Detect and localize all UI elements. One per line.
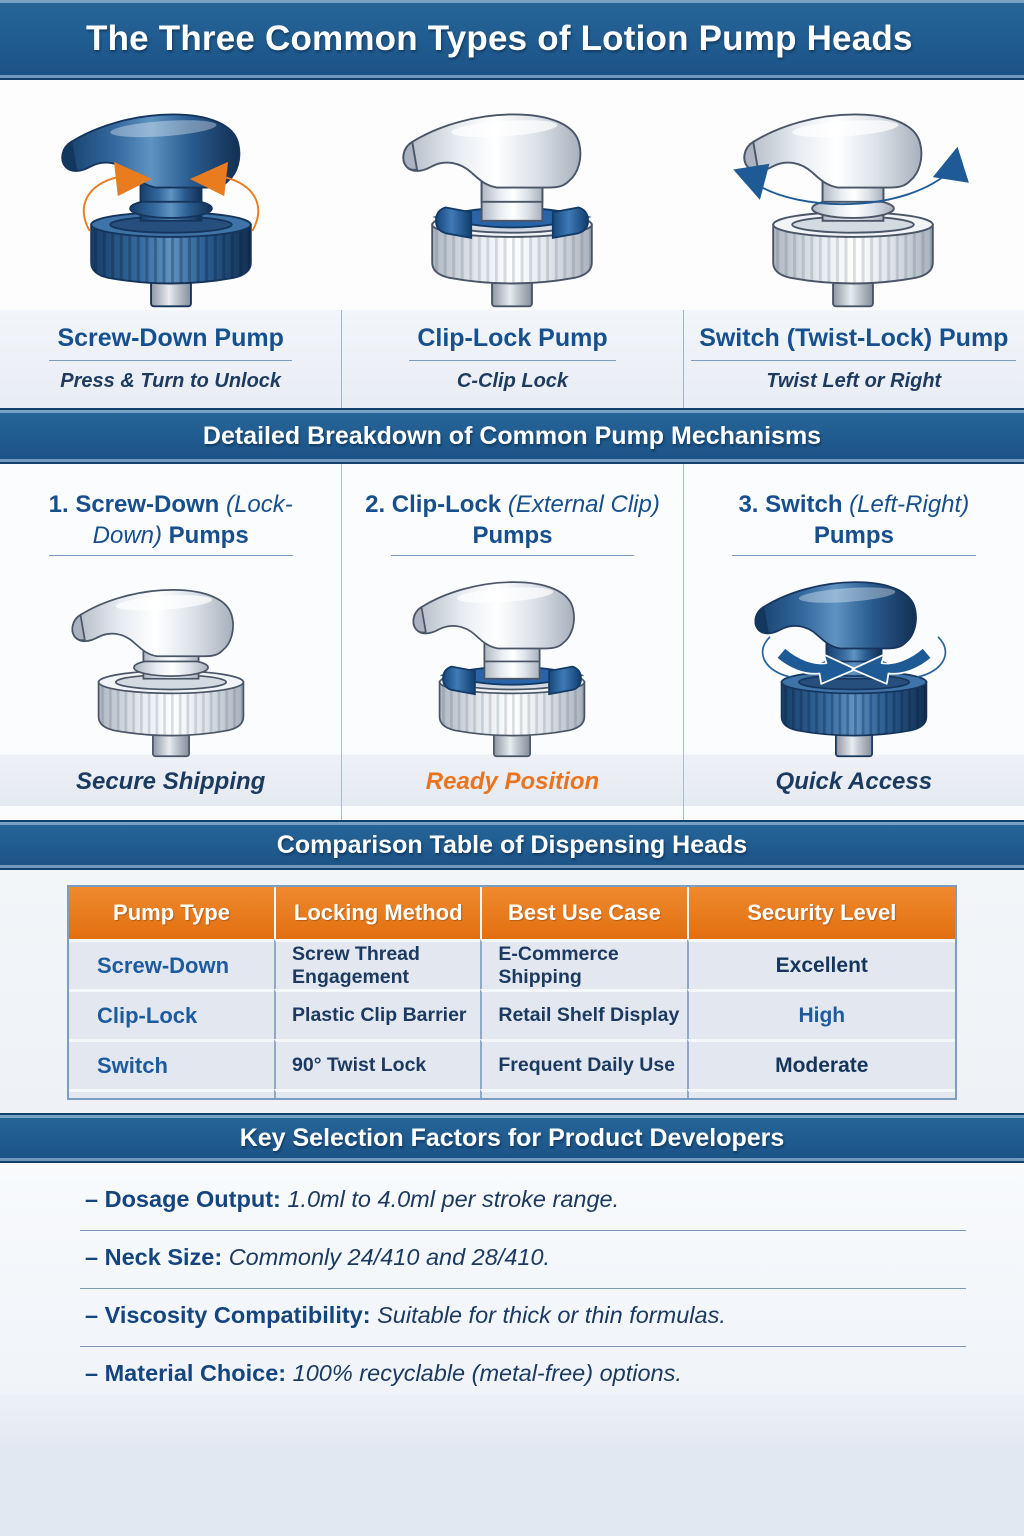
factor-label: Dosage Output: [104, 1186, 281, 1212]
comparison-banner-text: Comparison Table of Dispensing Heads [276, 830, 748, 859]
heading-tail: Pumps [168, 521, 249, 549]
comparison-table-section [0, 870, 1024, 1113]
pump-head-spout [72, 590, 233, 656]
pump-slot [683, 80, 1024, 310]
breakdown-column [0, 464, 341, 820]
factors-banner-text: Key Selection Factors for Product Developers [239, 1123, 785, 1152]
comparison-section-banner [0, 820, 1024, 870]
pump-head-spout [403, 114, 580, 187]
heading-paren: (Lock-Down) [92, 491, 293, 549]
pump-head-spout [745, 114, 922, 187]
pump-types-caption-strip [0, 310, 1024, 408]
breakdown-caption: Ready Position [425, 768, 600, 795]
table-header-cell: Locking Method [274, 887, 480, 939]
factor-dash: – [85, 1244, 99, 1270]
table-cell-locking-method: Plastic Clip Barrier [274, 989, 480, 1039]
pump-closure-collar [774, 212, 934, 283]
lotion-pump-drawing [387, 558, 637, 758]
breakdown-banner-text: Detailed Breakdown of Common Pump Mechanisms [202, 421, 822, 450]
breakdown-heading [684, 490, 1024, 556]
heading-tail: Pumps [813, 521, 894, 549]
heading-number: 1. [48, 491, 69, 518]
table-header-cell: Security Level [687, 887, 955, 939]
pump-closure-collar [781, 671, 926, 736]
heading-name: Switch [765, 491, 843, 518]
table-row [69, 989, 955, 1039]
lotion-pump-drawing [38, 86, 304, 310]
table-cell-security-level: Excellent [687, 939, 955, 989]
factor-item [80, 1173, 966, 1231]
pump-slot [0, 80, 341, 310]
pump-type-name: Clip-Lock Pump [409, 324, 615, 361]
lotion-pump-drawing [720, 86, 986, 310]
pump-types-illustration-row [0, 80, 1024, 310]
factor-item [80, 1231, 966, 1289]
breakdown-column [683, 464, 1024, 820]
bottom-spacer-band [0, 1395, 1024, 1536]
heading-tail: Pumps [472, 521, 553, 549]
table-row [69, 939, 955, 989]
pump-head-spout [755, 583, 916, 649]
screw-down-pump-illustration [38, 86, 304, 310]
factors-section [0, 1163, 1024, 1395]
table-cell-security-level: Moderate [687, 1039, 955, 1089]
factor-item [80, 1289, 966, 1347]
pump-closure-collar [91, 212, 251, 283]
breakdown-caption: Secure Shipping [75, 768, 266, 795]
pump-type-subtitle: Twist Left or Right [766, 370, 942, 392]
pump-type-subtitle: C-Clip Lock [456, 370, 569, 392]
heading-underline [49, 555, 293, 556]
pump-type-name: Switch (Twist-Lock) Pump [691, 324, 1016, 361]
pump-slot [341, 80, 682, 310]
table-cell-locking-method: 90° Twist Lock [274, 1039, 480, 1089]
heading-underline [391, 555, 634, 556]
breakdown-heading [342, 490, 682, 556]
breakdown-section-banner [0, 408, 1024, 464]
factor-text: 100% recyclable (metal-free) options. [292, 1360, 682, 1386]
heading-paren: (Left-Right) [849, 491, 970, 518]
factor-label: Neck Size: [104, 1244, 223, 1270]
factor-dash: – [85, 1186, 99, 1212]
table-cell-best-use-case: Retail Shelf Display [480, 989, 686, 1039]
factor-label: Viscosity Compatibility: [104, 1302, 371, 1328]
breakdown-column [341, 464, 682, 820]
page-title-banner [0, 0, 1024, 80]
table-row-sliver [69, 1089, 955, 1098]
pump-type-subtitle: Press & Turn to Unlock [60, 370, 282, 392]
lotion-pump-drawing [729, 558, 979, 758]
pump-closure-collar [98, 671, 243, 736]
heading-number: 2. [365, 491, 386, 518]
table-row [69, 1039, 955, 1089]
table-cell-pump-type: Switch [69, 1039, 274, 1089]
heading-underline [732, 555, 975, 556]
factor-label: Material Choice: [104, 1360, 287, 1386]
heading-paren: (External Clip) [507, 491, 660, 518]
pump-type-caption [683, 310, 1024, 408]
factor-dash: – [85, 1360, 99, 1386]
pump-head-spout [414, 583, 575, 649]
table-cell-best-use-case: Frequent Daily Use [480, 1039, 686, 1089]
table-cell-best-use-case: E-Commerce Shipping [480, 939, 686, 989]
page-title: The Three Common Types of Lotion Pump Heads [86, 19, 913, 58]
table-header-cell: Best Use Case [480, 887, 686, 939]
lotion-pump-drawing [46, 558, 296, 758]
clip-lock-ready-pump-illustration [387, 558, 637, 758]
heading-name: Clip-Lock [391, 491, 502, 518]
pump-type-caption [341, 310, 682, 408]
breakdown-heading [0, 490, 341, 556]
factors-section-banner [0, 1113, 1024, 1163]
pump-type-caption [0, 310, 341, 408]
clip-lock-pump-illustration [379, 86, 645, 310]
heading-number: 3. [738, 491, 759, 518]
table-cell-security-level: High [687, 989, 955, 1039]
breakdown-section [0, 464, 1024, 820]
comparison-table [67, 885, 957, 1100]
factor-text: Suitable for thick or thin formulas. [377, 1302, 726, 1328]
table-cell-pump-type: Clip-Lock [69, 989, 274, 1039]
pump-type-name: Screw-Down Pump [49, 324, 291, 361]
switch-pump-illustration [720, 86, 986, 310]
factor-text: 1.0ml to 4.0ml per stroke range. [287, 1186, 620, 1212]
table-header-cell: Pump Type [69, 887, 274, 939]
switch-pump-arrows-illustration [729, 558, 979, 758]
factor-text: Commonly 24/410 and 28/410. [228, 1244, 551, 1270]
breakdown-caption: Quick Access [775, 768, 933, 795]
factor-dash: – [85, 1302, 99, 1328]
heading-name: Screw-Down [75, 491, 220, 518]
table-cell-pump-type: Screw-Down [69, 939, 274, 989]
table-cell-locking-method: Screw Thread Engagement [274, 939, 480, 989]
table-header-row [69, 887, 955, 939]
lotion-pump-drawing [379, 86, 645, 310]
screw-down-locked-pump-illustration [46, 558, 296, 758]
